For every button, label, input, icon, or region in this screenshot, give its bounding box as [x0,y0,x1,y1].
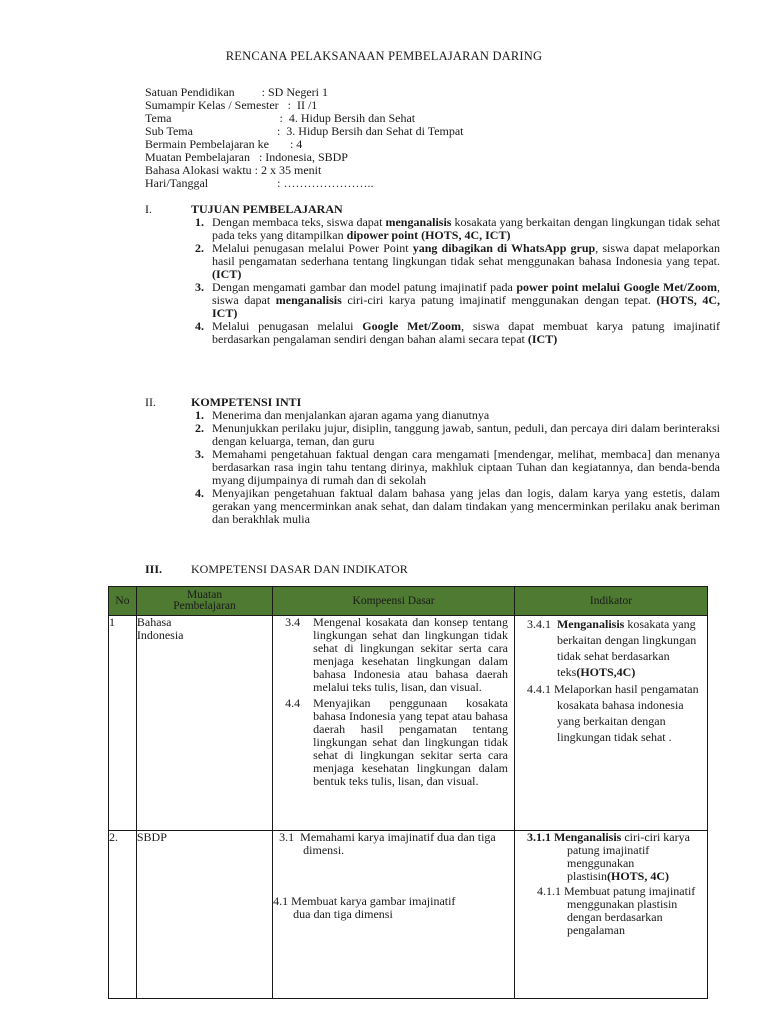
table-row [109,831,708,999]
document-title: RENCANA PELAKSANAAN PEMBELAJARAN DARING [225,49,543,63]
kd-text: Mengenal kosakata dan konsep tentang lingkungan sehat dan lingkungan tidak sehat di lingkungan sekitar serta cara menjaga kesehatan lingkungan dalam bahasa Indonesia atau bahasa daerah melalui teks tulis, lisan, dan visual. [313,615,508,694]
indikator-text: ciri-ciri karya patung imajinatif menggunakan plastisin [566,830,690,883]
item-text [212,216,720,242]
text-run: , siswa dapat membuat karya patung imajinatif berdasarkan pengalaman sendiri dengan bahan alami secara tepat [212,319,720,346]
kompetensi-inti-item [175,422,720,448]
table-header-row [109,587,708,616]
indikator-keyword: Menganalisis [553,830,622,844]
header-muatan: Muatan Pembelajaran [136,587,272,616]
identity-label: Satuan Pendidikan [145,85,262,99]
identity-value: : 4 [289,137,303,151]
kd-number: 3.1 [279,830,295,844]
identity-row [145,177,464,190]
item-number: 4. [195,319,204,333]
cell-no: 1 [109,616,137,831]
kd-text: Memahami karya imajinatif dua dan tiga dimensi. [300,830,496,857]
tujuan-list [175,216,720,346]
identity-value: : 3. Hidup Bersih dan Sehat di Tempat [276,124,464,138]
section-title: KOMPETENSI INTI [191,395,302,409]
cell-indikator [514,616,707,831]
cell-no: 2. [109,831,137,999]
kompetensi-inti-item [175,448,720,487]
section-number: II. [145,395,156,409]
text-run: Melalui penugasan melalui Power Point [212,241,413,255]
item-text [212,242,720,281]
text-run: , siswa dapat melaporkan hasil pengamatan sederhana tentang lingkungan tidak sehat menggunakan bahasa Indonesia yang tepat. [212,241,720,268]
section-number: III. [145,562,163,576]
section-number: I. [145,202,152,216]
kd-number: 4.4 [285,696,301,710]
identity-label: Sub Tema [145,124,277,138]
section-heading-kd-indikator [145,563,408,576]
muatan-label: SBDP [136,830,167,844]
table-row [109,616,708,831]
item-text: Menyajikan pengetahuan faktual dalam bahasa yang jelas dan logis, dalam karya yang estetis, dalam gerakan yang mencerminkan anak sehat, dan dalam tindakan yang mencerminkan perilaku anak beriman dan berakhlak mulia [212,486,720,526]
text-run: ciri-ciri karya patung imajinatif menggunakan dengan tepat. [341,293,657,307]
identity-value: : 4. Hidup Bersih dan Sehat [279,111,416,125]
identity-label: Hari/Tanggal [145,176,278,190]
kd-number: 3.4 [285,615,301,629]
text-run: , siswa dapat [212,280,720,307]
text-run: Dengan membaca teks, siswa dapat [212,215,386,229]
identity-block [145,86,464,190]
cell-indikator [514,831,707,999]
indikator-number: 3.4.1 [526,617,551,631]
text-run: kosakata yang berkaitan dengan lingkungan tidak sehat pada teks yang ditampilkan [212,215,720,242]
indikator-text: Melaporkan hasil pengamatan kosakata bahasa indonesia yang berkaitan dengan lingkungan tidak sehat . [553,682,699,744]
cell-kompetensi-dasar [273,831,515,999]
identity-value: : 2 x 35 menit [254,163,322,177]
cell-muatan [136,831,272,999]
emphasis-text: dipower point (HOTS, 4C, ICT) [346,228,511,242]
kd-number: 4.1 [273,894,289,908]
item-number: 4. [195,486,204,500]
emphasis-text: (ICT) [527,332,558,346]
kd-item [273,831,503,857]
item-number: 2. [195,241,204,255]
indikator-number: 4.4.1 [526,682,551,696]
indikator-tag: (HOTS, 4C) [607,869,670,883]
item-number: 3. [195,280,204,294]
identity-value: : ………………….. [277,176,374,190]
tujuan-item [175,216,720,242]
indikator-number: 3.1.1 [526,830,551,844]
kd-text: Menyajikan penggunaan kosakata bahasa Indonesia yang tepat atau bahasa daerah hasil pengamatan tentang lingkungan sehat dan lingkungan tidak sehat di lingkungan sekitar serta cara menjaga kesehatan lingkungan dalam bentuk teks tulis, lisan, dan visual. [313,696,508,788]
emphasis-text: menganalisis [385,215,452,229]
identity-label: Sumampir Kelas / Semester [145,98,288,112]
indikator-item [527,885,697,937]
kompetensi-inti-list [175,409,720,526]
item-text: Menerima dan menjalankan ajaran agama yang dianutnya [212,408,490,422]
identity-label: Bahasa Alokasi waktu [145,163,255,177]
header-no: No [109,587,137,616]
indikator-item [527,831,707,883]
kd-indikator-table [108,586,708,999]
kd-text: Membuat karya gambar imajinatif dua dan tiga dimensi [291,894,456,921]
header-indikator: Indikator [514,587,707,616]
emphasis-text: yang dibagikan di WhatsApp grup [412,241,596,255]
emphasis-text: (HOTS, 4C, ICT) [212,293,720,320]
indikator-keyword: Menganalisis [556,617,625,631]
text-run: Melalui penugasan melalui [212,319,363,333]
item-text [212,320,720,346]
item-number: 3. [195,447,204,461]
identity-label: Tema [145,111,280,125]
section-title: KOMPETENSI DASAR DAN INDIKATOR [191,562,408,576]
item-text: Memahami pengetahuan faktual dengan cara mengamati [mendengar, melihat, membaca] dan menanya berdasarkan rasa ingin tahu tentang dirinya, makhluk ciptaan Tuhan dan kegiatannya, dan benda-benda myang dijumpainya di rumah dan di sekolah [212,447,720,487]
indikator-number: 4.1.1 [536,884,561,898]
indikator-item [527,681,707,745]
item-number: 1. [195,408,204,422]
cell-kompetensi-dasar [273,616,515,831]
identity-value: : SD Negeri 1 [261,85,328,99]
identity-label: Muatan Pembelajaran [145,150,259,164]
kd-item [285,697,508,788]
kd-item [285,616,508,694]
indikator-tag: (HOTS,4C) [576,665,636,679]
item-number: 1. [195,215,204,229]
indikator-item [527,616,707,680]
emphasis-text: (ICT) [212,267,242,281]
identity-value: : Indonesia, SBDP [258,150,348,164]
header-kompetensi-dasar: Kompeensi Dasar [273,587,515,616]
emphasis-text: Google Met/Zoom [362,319,462,333]
tujuan-item [175,242,720,281]
tujuan-item [175,320,720,346]
muatan-label: Bahasa Indonesia [136,615,184,642]
indikator-text: kosakata yang berkaitan dengan lingkungan tidak sehat berdasarkan teks [556,617,697,679]
item-text [212,281,720,320]
text-run: Dengan mengamati gambar dan model patung imajinatif pada [212,280,517,294]
identity-value: : II /1 [287,98,318,112]
item-text: Menunjukkan perilaku jujur, disiplin, tanggung jawab, santun, peduli, dan percaya diri dalam berinteraksi dengan keluarga, teman, dan guru [212,421,720,448]
section-title: TUJUAN PEMBELAJARAN [191,202,343,216]
indikator-text: Membuat patung imajinatif menggunakan plastisin dengan berdasarkan pengalaman [563,884,696,937]
tujuan-item [175,281,720,320]
emphasis-text: power point melalui Google Met/Zoom [516,280,717,294]
kd-item [273,895,468,921]
kompetensi-inti-item [175,487,720,526]
emphasis-text: menganalisis [275,293,342,307]
cell-muatan [136,616,272,831]
item-number: 2. [195,421,204,435]
identity-label: Bermain Pembelajaran ke [145,137,290,151]
